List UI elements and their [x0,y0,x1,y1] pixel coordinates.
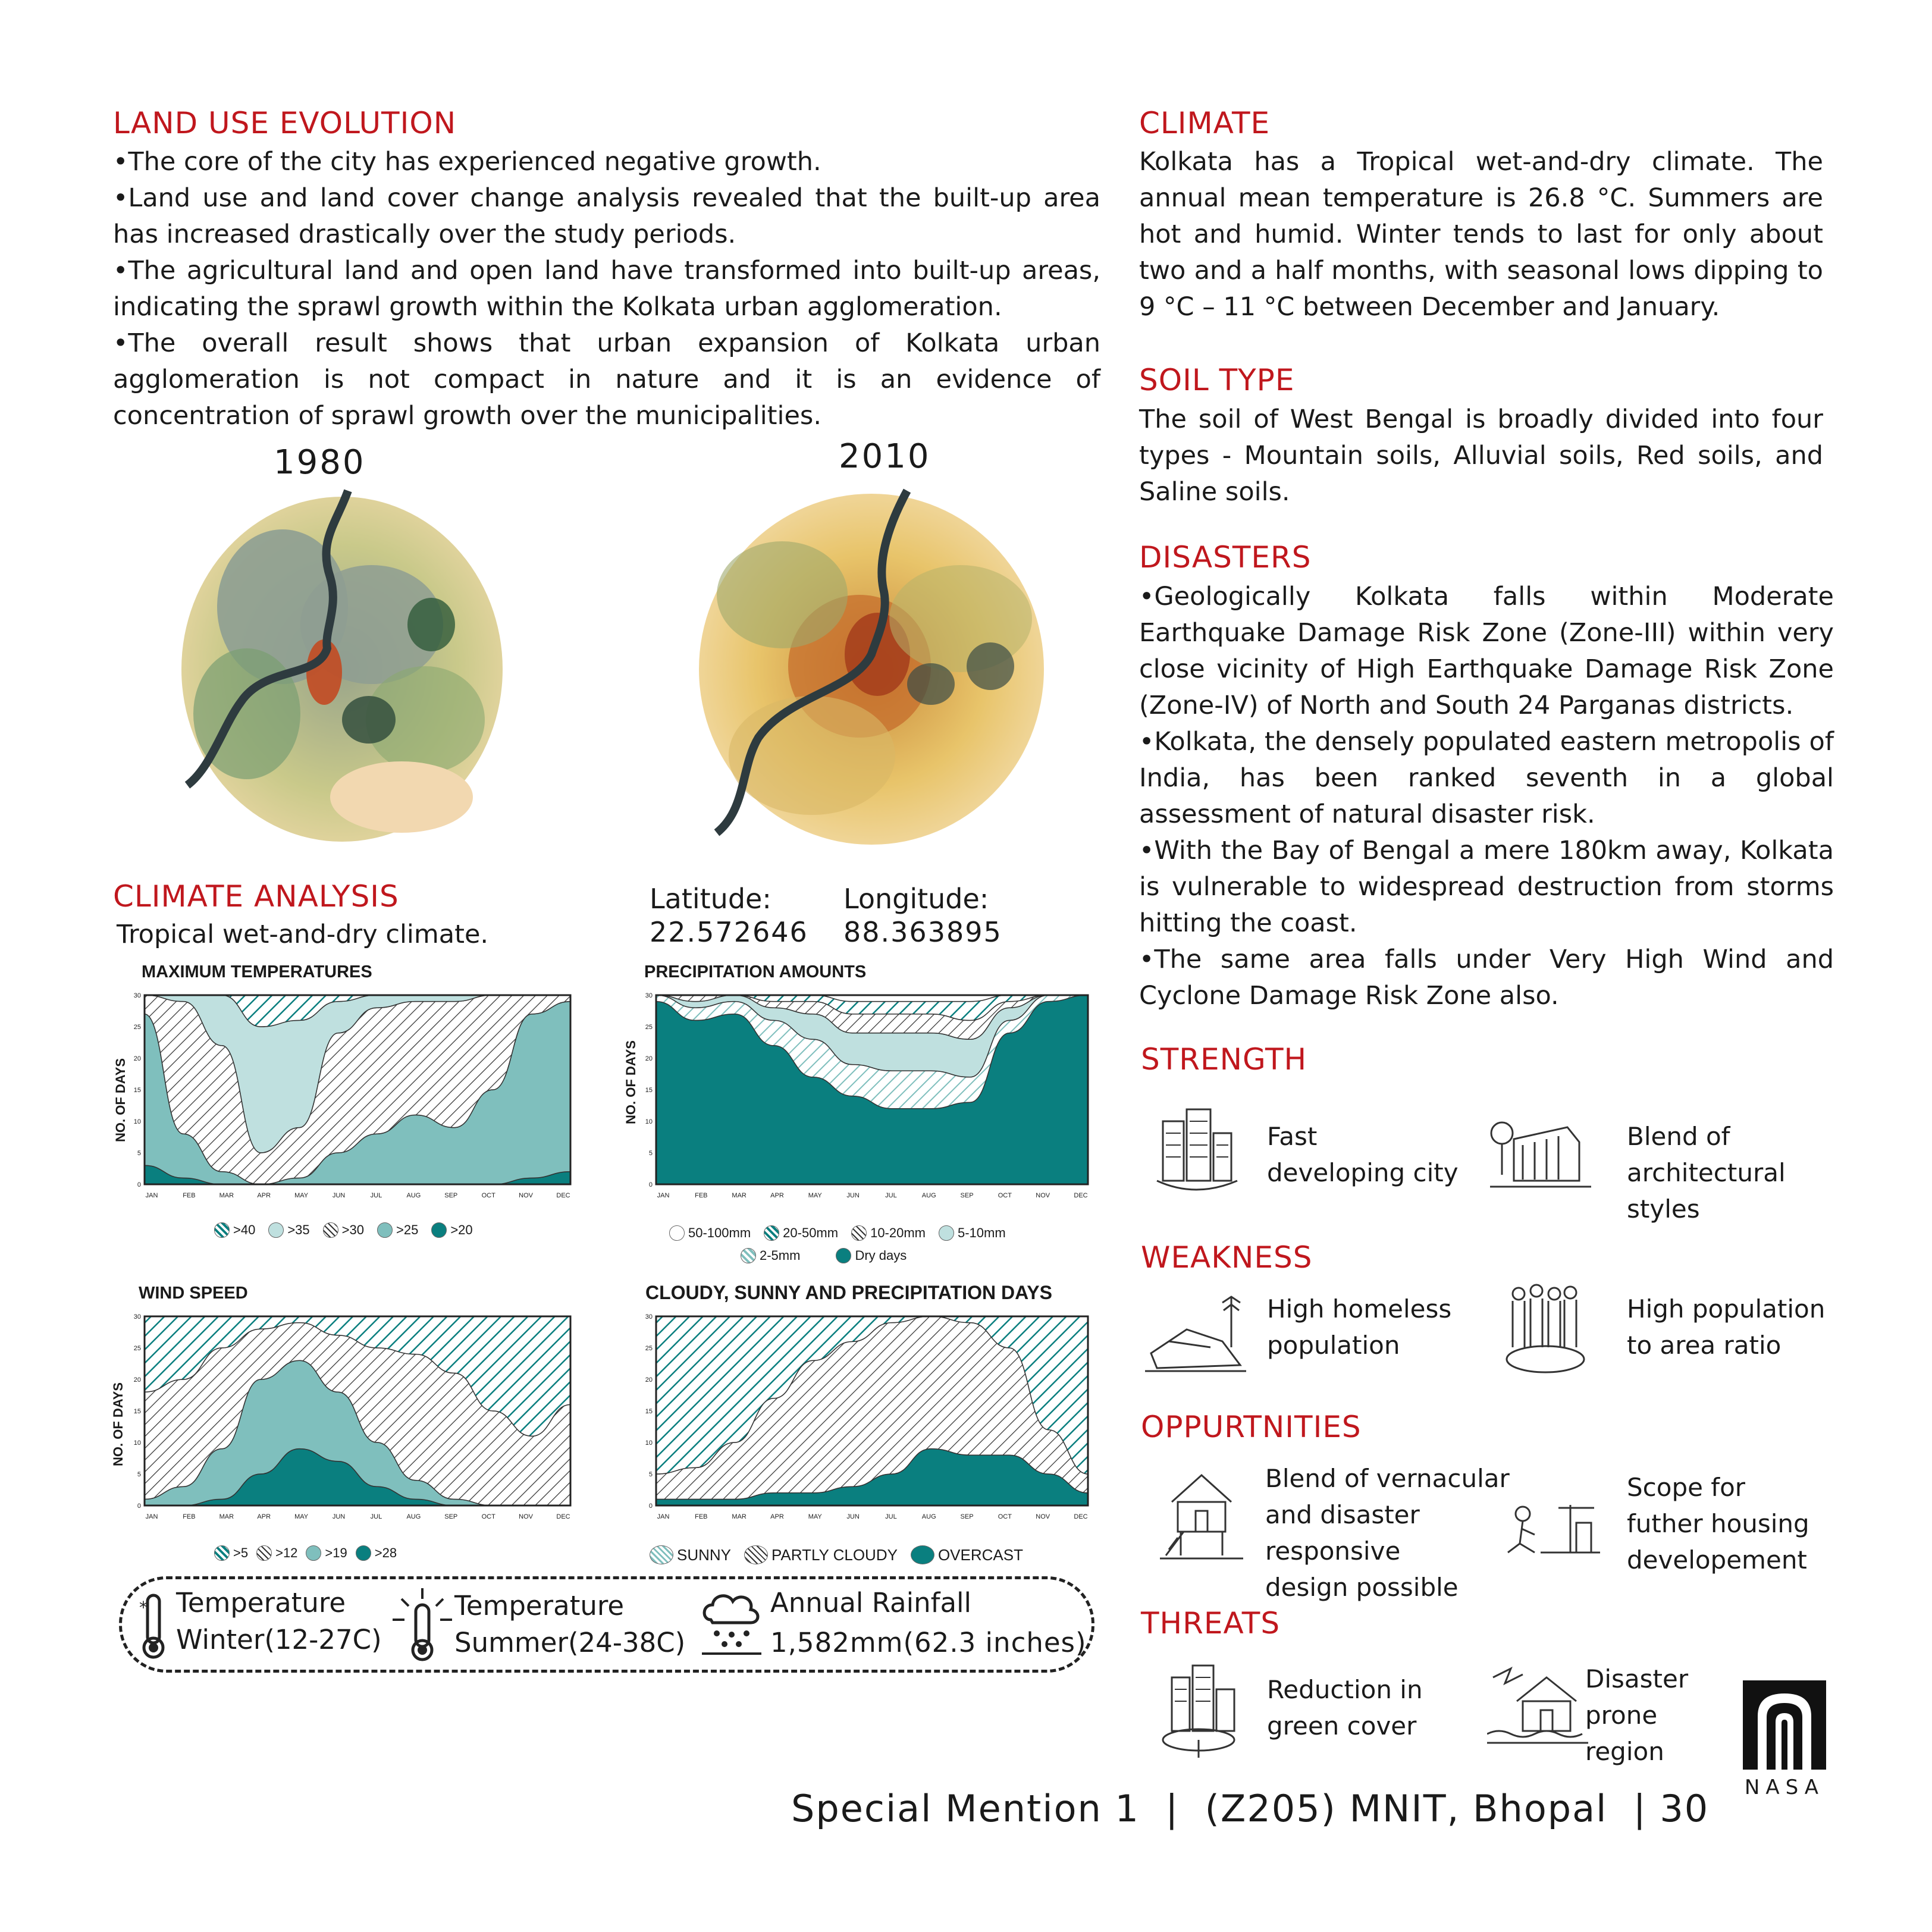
stilt-house-icon [1160,1466,1243,1567]
x-tick-label: MAY [294,1513,309,1520]
strength-heading: STRENGTH [1141,1042,1307,1077]
y-tick-label: 20 [133,1376,141,1384]
x-tick-label: DEC [1074,1513,1088,1520]
x-tick-label: JUN [846,1513,860,1520]
opportunity-1-text: Blend of vernacular and disaster responsive design possible [1265,1464,1510,1602]
x-tick-label: SEP [444,1192,458,1199]
x-tick-label: NOV [1036,1192,1050,1199]
winter-temp-value: Winter(12-27C) [176,1624,382,1655]
x-tick-label: AUG [406,1513,421,1520]
y-tick-label: 0 [648,1181,653,1188]
legend-max-temp [214,1222,473,1238]
y-tick-label: 20 [645,1055,653,1062]
y-tick-label: 15 [645,1087,653,1094]
chart-precipitation [639,990,1092,1205]
x-tick-label: APR [770,1192,784,1199]
y-tick-label: 5 [137,1471,141,1478]
disaster-bullet: •Kolkata, the densely populated eastern metropolis of India, has been ranked seventh in a global assessment of natural disaster risk. [1139,727,1834,829]
y-tick-label: 10 [133,1118,141,1125]
chart-title-cloudy: CLOUDY, SUNNY AND PRECIPITATION DAYS [645,1282,1052,1303]
disasters-heading: DISASTERS [1139,540,1312,575]
legend-item: OVERCAST [911,1545,1023,1564]
latitude-value: 22.572646 [650,916,808,948]
x-tick-label: JAN [145,1192,158,1199]
legend-item: >40 [214,1222,255,1238]
y-tick-label: 10 [645,1118,653,1125]
x-tick-label: NOV [519,1192,534,1199]
longitude-value: 88.363895 [843,916,1002,948]
x-tick-label: FEB [183,1513,196,1520]
y-tick-label: 20 [645,1376,653,1384]
x-tick-label: JAN [145,1513,158,1520]
y-tick-label: 10 [133,1439,141,1447]
x-tick-label: DEC [556,1513,570,1520]
weakness-heading: WEAKNESS [1141,1240,1313,1275]
x-tick-label: MAY [808,1513,822,1520]
y-tick-label: 30 [645,1313,653,1321]
thermometer-sun-icon [390,1587,455,1664]
strength-1-text: Fast developing city [1267,1122,1459,1187]
x-tick-label: JUN [846,1192,860,1199]
legend-item: 20-50mm [764,1225,838,1241]
city-buildings-icon [1151,1097,1240,1199]
map-2010-label: 2010 [839,437,931,476]
svg-text:*: * [139,1598,148,1617]
legend-item: >28 [356,1545,397,1561]
disaster-bullet: •Geologically Kolkata falls within Moderate Earthquake Damage Risk Zone (Zone-III) within very close vicinity of High Earthquake Damage Risk Zone (Zone-IV) of North and South 24 Parganas districts. [1139,582,1834,720]
x-tick-label: OCT [481,1513,495,1520]
land-use-map-2010 [693,488,1062,851]
chart-title-max-temp: MAXIMUM TEMPERATURES [142,962,372,981]
x-tick-label: JAN [657,1192,670,1199]
chart-title-precipitation: PRECIPITATION AMOUNTS [644,962,867,981]
x-tick-label: SEP [960,1513,974,1520]
y-tick-label: 5 [137,1150,141,1157]
legend-item: Dry days [836,1248,907,1263]
latitude-label: Latitude: [650,883,771,915]
thermometer-cold-icon [136,1589,171,1661]
x-tick-label: AUG [406,1192,421,1199]
x-tick-label: OCT [481,1192,495,1199]
x-tick-label: FEB [695,1192,708,1199]
y-tick-label: 30 [133,992,141,999]
x-tick-label: MAY [294,1192,309,1199]
y-tick-label: 30 [133,1313,141,1321]
chart-ylabel: NO. OF DAYS [623,1040,638,1124]
x-tick-label: MAR [732,1513,747,1520]
rain-cloud-icon [696,1587,767,1658]
x-tick-label: AUG [921,1513,936,1520]
legend-item: >5 [214,1545,248,1561]
x-tick-label: JUN [332,1513,346,1520]
legend-item: SUNNY [650,1545,731,1564]
x-tick-label: JUN [332,1192,346,1199]
x-tick-label: SEP [444,1513,458,1520]
y-tick-label: 25 [133,1345,141,1352]
climate-analysis-subtitle: Tropical wet-and-dry climate. [117,920,489,949]
x-tick-label: NOV [519,1513,534,1520]
y-tick-label: 30 [645,992,653,999]
land-use-bullet: •The core of the city has experienced negative growth. [113,147,821,177]
summer-temp-value: Summer(24-38C) [454,1627,686,1658]
chart-ylabel: NO. OF DAYS [113,1058,128,1142]
x-tick-label: MAR [732,1192,747,1199]
soil-text: The soil of West Bengal is broadly divided into four types - Mountain soils, Alluvial soils, Red soils, and Saline soils. [1139,404,1823,507]
rainfall-value: 1,582mm(62.3 inches) [770,1627,1087,1658]
x-tick-label: FEB [183,1192,196,1199]
y-tick-label: 20 [133,1055,141,1062]
y-tick-label: 0 [137,1181,141,1188]
flooded-house-icon [1487,1660,1588,1749]
x-tick-label: APR [257,1192,271,1199]
legend-precip-row2 [741,1248,907,1263]
nasa-logo-text: NASA [1744,1776,1825,1799]
city-tree-icon [1154,1660,1243,1761]
threats-heading: THREATS [1141,1606,1281,1641]
land-use-bullet: •Land use and land cover change analysis revealed that the built-up area has increased drastically over the study periods. [113,183,1100,249]
weakness-2-text: High population to area ratio [1627,1294,1826,1360]
y-tick-label: 0 [648,1503,653,1510]
rainfall-title: Annual Rainfall [770,1587,972,1619]
chart-wind-speed [128,1312,574,1526]
construction-worker-icon [1499,1487,1600,1570]
legend-item: >20 [431,1222,472,1238]
climate-text: Kolkata has a Tropical wet-and-dry climate. The annual mean temperature is 26.8 °C. Summers are hot and humid. Winter tends to last for only about two and a half months, with seasonal lows dipping to 9 °C – 11 °C between December and January. [1139,147,1823,322]
soil-heading: SOIL TYPE [1139,363,1295,397]
x-tick-label: DEC [556,1192,570,1199]
legend-item: PARTLY CLOUDY [744,1545,898,1564]
x-tick-label: SEP [960,1192,974,1199]
land-use-bullet: •The agricultural land and open land have transformed into built-up areas, indicating the sprawl growth within the Kolkata urban agglomeration. [113,256,1100,322]
legend-item: 50-100mm [669,1225,751,1241]
legend-item: 2-5mm [741,1248,800,1263]
y-tick-label: 5 [648,1150,653,1157]
chart-max-temperatures [128,990,574,1205]
climate-heading: CLIMATE [1139,106,1271,140]
y-tick-label: 10 [645,1439,653,1447]
map-1980-label: 1980 [274,443,366,482]
y-tick-label: 15 [645,1408,653,1415]
strength-2-text: Blend of architectural styles [1627,1122,1786,1224]
homeless-shelter-icon [1145,1294,1246,1377]
x-tick-label: NOV [1036,1513,1050,1520]
y-tick-label: 5 [648,1471,653,1478]
climate-analysis-heading: CLIMATE ANALYSIS [113,879,399,914]
x-tick-label: JUL [370,1513,382,1520]
x-tick-label: AUG [921,1192,936,1199]
disaster-bullet: •With the Bay of Bengal a mere 180km away, Kolkata is vulnerable to widespread destruction from storms hitting the coast. [1139,836,1834,938]
winter-temp-title: Temperature [176,1587,346,1619]
disaster-bullet: •The same area falls under Very High Wind and Cyclone Damage Risk Zone also. [1139,945,1834,1011]
y-tick-label: 25 [645,1024,653,1031]
x-tick-label: DEC [1074,1192,1088,1199]
y-tick-label: 25 [133,1024,141,1031]
x-tick-label: APR [770,1513,784,1520]
x-tick-label: OCT [998,1192,1012,1199]
opportunity-2-text: Scope for futher housing developement [1627,1473,1809,1575]
legend-item: >12 [256,1545,297,1561]
x-tick-label: FEB [695,1513,708,1520]
weakness-1-text: High homeless population [1267,1294,1452,1360]
chart-cloudy-sunny [639,1312,1092,1526]
chart-ylabel: NO. OF DAYS [111,1382,126,1466]
x-tick-label: JUL [885,1192,897,1199]
longitude-label: Longitude: [843,883,989,915]
crowd-icon [1504,1282,1587,1383]
threat-2-text: Disaster prone region [1585,1664,1689,1766]
x-tick-label: APR [257,1513,271,1520]
threat-1-text: Reduction in green cover [1267,1675,1423,1740]
y-tick-label: 15 [133,1087,141,1094]
land-use-map-1980 [175,488,509,845]
x-tick-label: JUL [370,1192,382,1199]
x-tick-label: MAY [808,1192,822,1199]
y-tick-label: 15 [133,1408,141,1415]
legend-precip-row1 [669,1225,1006,1241]
x-tick-label: MAR [219,1192,234,1199]
legend-wind [214,1545,397,1561]
footer-text: Special Mention 1 | (Z205) MNIT, Bhopal | 30 [791,1787,1710,1830]
disasters-text [1139,579,1834,1014]
legend-item: 5-10mm [939,1225,1006,1241]
chart-title-wind: WIND SPEED [139,1284,248,1303]
land-use-heading: LAND USE EVOLUTION [113,106,457,140]
y-tick-label: 0 [137,1503,141,1510]
summer-temp-title: Temperature [454,1590,625,1622]
legend-cloud [650,1545,1023,1564]
legend-item: >30 [323,1222,364,1238]
x-tick-label: OCT [998,1513,1012,1520]
legend-item: 10-20mm [851,1225,926,1241]
y-tick-label: 25 [645,1345,653,1352]
x-tick-label: JAN [657,1513,670,1520]
legend-item: >35 [268,1222,309,1238]
opportunities-heading: OPPURTNITIES [1141,1410,1362,1444]
legend-item: >19 [306,1545,347,1561]
architecture-building-icon [1490,1115,1591,1199]
land-use-bullet: •The overall result shows that urban expansion of Kolkata urban agglomeration is not compact in nature and it is an evidence of concentration of sprawl growth over the municipalities. [113,328,1100,431]
land-use-text [113,144,1100,434]
x-tick-label: MAR [219,1513,234,1520]
legend-item: >25 [377,1222,418,1238]
x-tick-label: JUL [885,1513,897,1520]
